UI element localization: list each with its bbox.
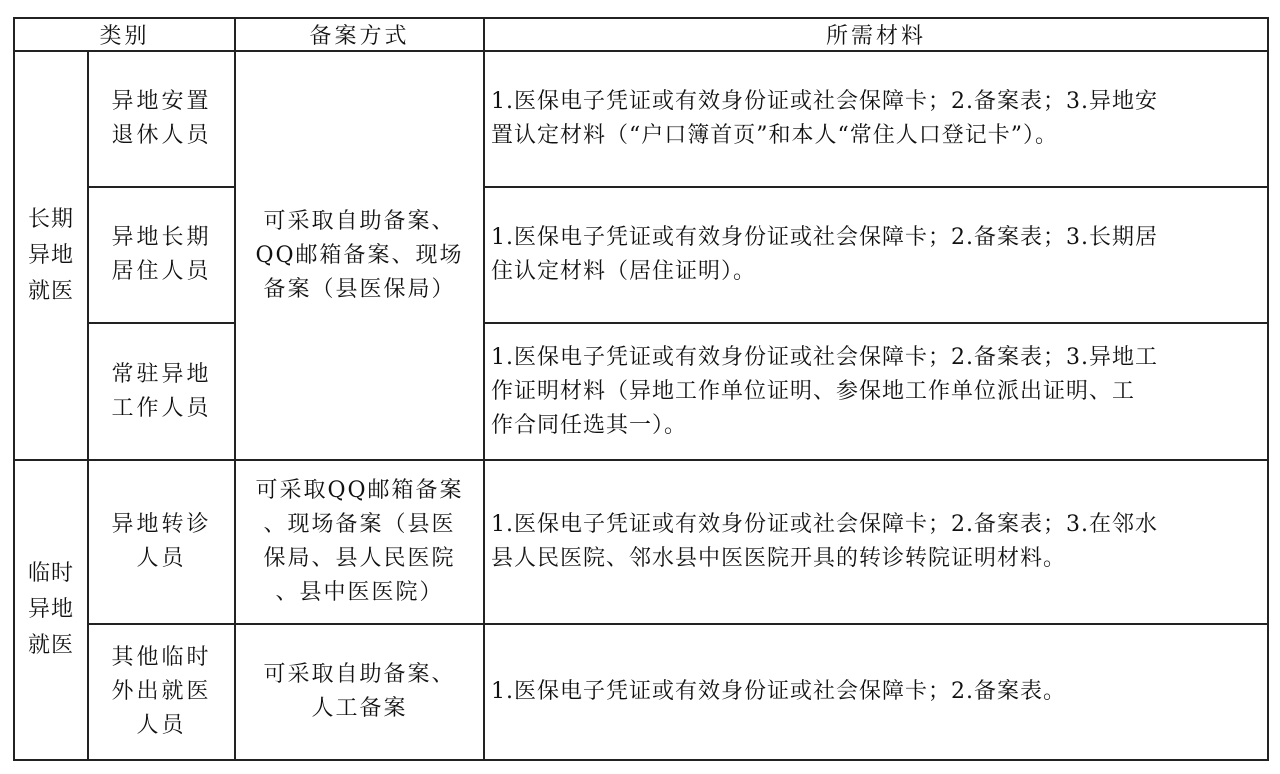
materials-cell	[484, 624, 1268, 760]
category-label-line: 异地	[27, 597, 74, 622]
subcategory-line: 居住人员	[111, 259, 212, 284]
category-label-line: 就医	[27, 633, 74, 658]
materials-line: 1.医保电子凭证或有效身份证或社会保障卡；2.备案表。	[491, 679, 1066, 704]
header-method: 备案方式	[235, 18, 484, 51]
subcategory-line: 工作人员	[111, 395, 212, 421]
materials-cell	[484, 460, 1268, 624]
table-row	[14, 460, 1268, 624]
table-row	[14, 624, 1268, 760]
header-category: 类别	[14, 18, 235, 51]
category-label-line: 异地	[27, 242, 74, 268]
subcategory-line: 常驻异地	[111, 361, 212, 387]
method-line: 、县中医医院）	[275, 580, 444, 605]
subcategory-line: 外出就医	[111, 679, 212, 704]
header-materials: 所需材料	[484, 18, 1268, 51]
method-line: 可采取QQ邮箱备案	[255, 478, 464, 503]
subcategory-line: 异地长期	[111, 225, 212, 250]
materials-cell	[484, 51, 1268, 187]
category-label-line: 长期	[27, 206, 74, 232]
materials-cell	[484, 187, 1268, 323]
materials-line: 1.医保电子凭证或有效身份证或社会保障卡；2.备案表；3.异地工	[491, 344, 1158, 370]
method-line: 、现场备案（县医	[263, 512, 456, 537]
method-cell	[235, 460, 484, 624]
subcategory-cell	[88, 624, 235, 760]
materials-line: 作证明材料（异地工作单位证明、参保地工作单位派出证明、工	[491, 378, 1136, 404]
method-cell	[235, 51, 484, 460]
materials-cell	[484, 323, 1268, 460]
materials-line: 1.医保电子凭证或有效身份证或社会保障卡；2.备案表；3.在邻水	[491, 512, 1158, 537]
subcategory-line: 其他临时	[111, 645, 212, 670]
materials-line: 1.医保电子凭证或有效身份证或社会保障卡；2.备案表；3.异地安	[491, 89, 1158, 114]
materials-line: 作合同任选其一）。	[491, 412, 688, 438]
table-row	[14, 187, 1268, 323]
subcategory-cell	[88, 323, 235, 460]
subcategory-cell	[88, 460, 235, 624]
table-row	[14, 323, 1268, 460]
method-line: 保局、县人民医院	[263, 546, 456, 571]
category-long-term	[14, 51, 88, 460]
materials-line: 县人民医院、邻水县中医医院开具的转诊转院证明材料。	[491, 546, 1067, 571]
subcategory-line: 人员	[136, 546, 187, 571]
method-line: 可采取自助备案、	[263, 208, 456, 234]
method-line: 备案（县医保局）	[263, 276, 456, 302]
category-label-line: 临时	[27, 561, 74, 586]
materials-line: 1.医保电子凭证或有效身份证或社会保障卡；2.备案表；3.长期居	[491, 225, 1158, 250]
header-row	[14, 18, 1268, 51]
method-line: 可采取自助备案、	[263, 662, 456, 687]
table-row	[14, 51, 1268, 187]
subcategory-line: 人员	[136, 713, 187, 738]
insurance-filing-table	[13, 17, 1269, 761]
subcategory-line: 异地安置	[111, 89, 212, 114]
subcategory-line: 异地转诊	[111, 512, 212, 537]
category-label-line: 就医	[27, 278, 74, 304]
subcategory-line: 退休人员	[111, 123, 212, 148]
materials-line: 置认定材料（“户口簿首页”和本人“常住人口登记卡”）。	[491, 123, 1059, 148]
materials-line: 住认定材料（居住证明）。	[491, 259, 757, 284]
method-cell	[235, 624, 484, 760]
method-line: 人工备案	[311, 696, 408, 721]
subcategory-cell	[88, 187, 235, 323]
category-temporary	[14, 460, 88, 760]
subcategory-cell	[88, 51, 235, 187]
method-line: QQ邮箱备案、现场	[255, 242, 464, 268]
